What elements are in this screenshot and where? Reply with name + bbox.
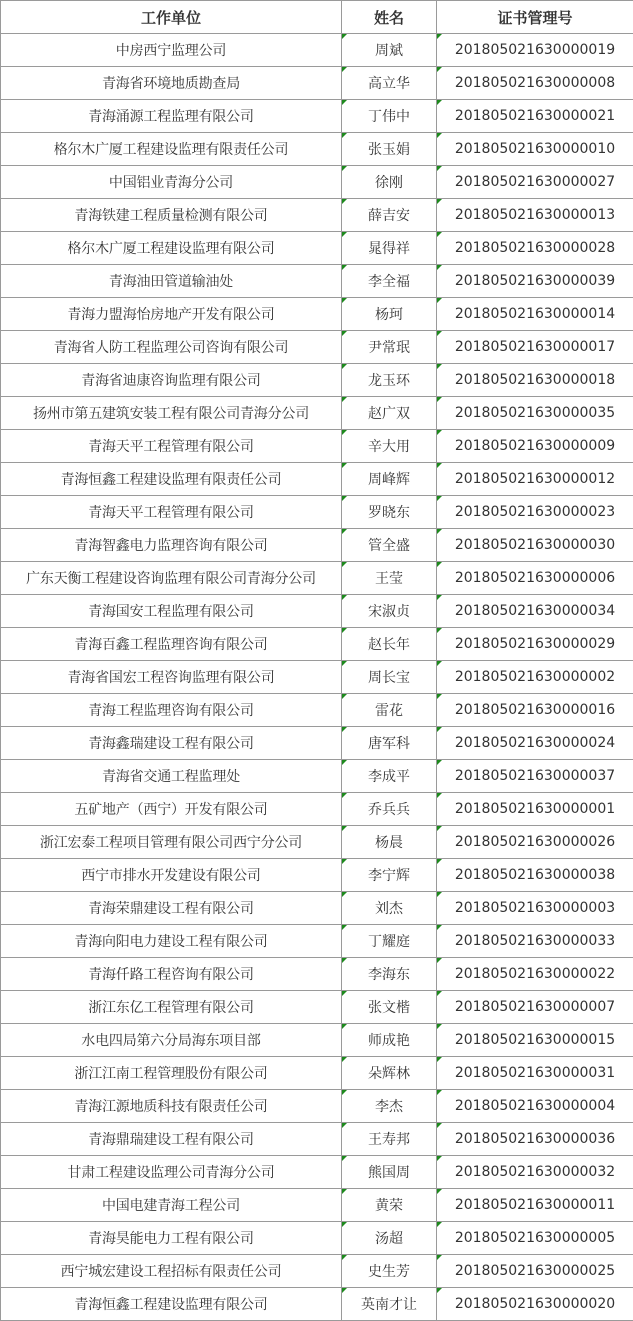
name-cell: 乔兵兵 xyxy=(342,793,437,826)
table-row xyxy=(1,1156,633,1189)
table-row xyxy=(1,1189,633,1222)
unit-cell: 青海江源地质科技有限责任公司 xyxy=(1,1090,342,1123)
cert-no-cell: 201805021630000037 xyxy=(437,760,633,793)
unit-cell: 青海涌源工程监理有限公司 xyxy=(1,100,342,133)
name-cell: 罗晓东 xyxy=(342,496,437,529)
name-cell: 高立华 xyxy=(342,67,437,100)
name-cell: 周峰辉 xyxy=(342,463,437,496)
cert-no-cell: 201805021630000022 xyxy=(437,958,633,991)
cert-no-cell: 201805021630000021 xyxy=(437,100,633,133)
unit-cell: 青海省迪康咨询监理有限公司 xyxy=(1,364,342,397)
header-row xyxy=(1,1,633,34)
name-cell: 师成艳 xyxy=(342,1024,437,1057)
table-row xyxy=(1,1024,633,1057)
name-cell: 赵广双 xyxy=(342,397,437,430)
table-body xyxy=(1,34,633,1321)
table-row xyxy=(1,100,633,133)
unit-cell: 西宁城宏建设工程招标有限责任公司 xyxy=(1,1255,342,1288)
name-cell: 雷花 xyxy=(342,694,437,727)
cert-no-cell: 201805021630000016 xyxy=(437,694,633,727)
unit-cell: 青海向阳电力建设工程有限公司 xyxy=(1,925,342,958)
unit-cell: 青海鼎瑞建设工程有限公司 xyxy=(1,1123,342,1156)
cert-no-cell: 201805021630000020 xyxy=(437,1288,633,1321)
name-cell: 宋淑贞 xyxy=(342,595,437,628)
unit-cell: 青海油田管道输油处 xyxy=(1,265,342,298)
unit-cell: 青海天平工程管理有限公司 xyxy=(1,430,342,463)
cert-no-cell: 201805021630000036 xyxy=(437,1123,633,1156)
table-row xyxy=(1,628,633,661)
cert-no-cell: 201805021630000034 xyxy=(437,595,633,628)
unit-cell: 青海国安工程监理有限公司 xyxy=(1,595,342,628)
cert-no-cell: 201805021630000002 xyxy=(437,661,633,694)
cert-no-cell: 201805021630000035 xyxy=(437,397,633,430)
name-cell: 汤超 xyxy=(342,1222,437,1255)
table-row xyxy=(1,826,633,859)
table-row xyxy=(1,595,633,628)
table-row xyxy=(1,331,633,364)
unit-cell: 青海恒鑫工程建设监理有限责任公司 xyxy=(1,463,342,496)
name-cell: 李杰 xyxy=(342,1090,437,1123)
table-row xyxy=(1,34,633,67)
name-cell: 张玉娟 xyxy=(342,133,437,166)
table-row xyxy=(1,1222,633,1255)
name-cell: 晁得祥 xyxy=(342,232,437,265)
table-row xyxy=(1,67,633,100)
table-row xyxy=(1,694,633,727)
unit-cell: 青海百鑫工程监理咨询有限公司 xyxy=(1,628,342,661)
table-row xyxy=(1,958,633,991)
name-cell: 龙玉环 xyxy=(342,364,437,397)
cert-no-cell: 201805021630000010 xyxy=(437,133,633,166)
cert-no-cell: 201805021630000011 xyxy=(437,1189,633,1222)
cert-no-cell: 201805021630000027 xyxy=(437,166,633,199)
unit-cell: 青海天平工程管理有限公司 xyxy=(1,496,342,529)
table-row xyxy=(1,529,633,562)
table-row xyxy=(1,430,633,463)
cert-no-cell: 201805021630000038 xyxy=(437,859,633,892)
unit-cell: 五矿地产（西宁）开发有限公司 xyxy=(1,793,342,826)
name-cell: 杨晨 xyxy=(342,826,437,859)
column-header-cert-no: 证书管理号 xyxy=(437,1,633,34)
cert-no-cell: 201805021630000026 xyxy=(437,826,633,859)
unit-cell: 青海工程监理咨询有限公司 xyxy=(1,694,342,727)
table-row xyxy=(1,265,633,298)
name-cell: 李宁辉 xyxy=(342,859,437,892)
cert-no-cell: 201805021630000001 xyxy=(437,793,633,826)
name-cell: 周斌 xyxy=(342,34,437,67)
table-row xyxy=(1,232,633,265)
name-cell: 李成平 xyxy=(342,760,437,793)
unit-cell: 西宁市排水开发建设有限公司 xyxy=(1,859,342,892)
table-row xyxy=(1,397,633,430)
cert-no-cell: 201805021630000012 xyxy=(437,463,633,496)
name-cell: 英南才让 xyxy=(342,1288,437,1321)
unit-cell: 青海恒鑫工程建设监理有限公司 xyxy=(1,1288,342,1321)
table-row xyxy=(1,364,633,397)
cert-no-cell: 201805021630000030 xyxy=(437,529,633,562)
name-cell: 唐军科 xyxy=(342,727,437,760)
unit-cell: 浙江江南工程管理股份有限公司 xyxy=(1,1057,342,1090)
cert-no-cell: 201805021630000009 xyxy=(437,430,633,463)
table-row xyxy=(1,793,633,826)
table-row xyxy=(1,925,633,958)
unit-cell: 青海铁建工程质量检测有限公司 xyxy=(1,199,342,232)
table-row xyxy=(1,661,633,694)
name-cell: 薛吉安 xyxy=(342,199,437,232)
name-cell: 张文楷 xyxy=(342,991,437,1024)
unit-cell: 青海力盟海怡房地产开发有限公司 xyxy=(1,298,342,331)
cert-no-cell: 201805021630000031 xyxy=(437,1057,633,1090)
name-cell: 王寿邦 xyxy=(342,1123,437,1156)
cert-no-cell: 201805021630000028 xyxy=(437,232,633,265)
table-row xyxy=(1,1057,633,1090)
unit-cell: 青海仟路工程咨询有限公司 xyxy=(1,958,342,991)
column-header-unit: 工作单位 xyxy=(1,1,342,34)
column-header-name: 姓名 xyxy=(342,1,437,34)
cert-no-cell: 201805021630000015 xyxy=(437,1024,633,1057)
table-row xyxy=(1,991,633,1024)
unit-cell: 青海鑫瑞建设工程有限公司 xyxy=(1,727,342,760)
cert-no-cell: 201805021630000025 xyxy=(437,1255,633,1288)
table-row xyxy=(1,892,633,925)
unit-cell: 水电四局第六分局海东项目部 xyxy=(1,1024,342,1057)
table-row xyxy=(1,859,633,892)
unit-cell: 中国铝业青海分公司 xyxy=(1,166,342,199)
cert-no-cell: 201805021630000023 xyxy=(437,496,633,529)
name-cell: 辛大用 xyxy=(342,430,437,463)
name-cell: 李全福 xyxy=(342,265,437,298)
table-row xyxy=(1,298,633,331)
name-cell: 赵长年 xyxy=(342,628,437,661)
cert-no-cell: 201805021630000024 xyxy=(437,727,633,760)
name-cell: 丁伟中 xyxy=(342,100,437,133)
cert-no-cell: 201805021630000013 xyxy=(437,199,633,232)
cert-no-cell: 201805021630000032 xyxy=(437,1156,633,1189)
unit-cell: 格尔木广厦工程建设监理有限责任公司 xyxy=(1,133,342,166)
cert-no-cell: 201805021630000004 xyxy=(437,1090,633,1123)
cert-no-cell: 201805021630000014 xyxy=(437,298,633,331)
unit-cell: 青海省人防工程监理公司咨询有限公司 xyxy=(1,331,342,364)
table-row xyxy=(1,1288,633,1321)
name-cell: 管全盛 xyxy=(342,529,437,562)
name-cell: 王莹 xyxy=(342,562,437,595)
table-row xyxy=(1,463,633,496)
cert-no-cell: 201805021630000029 xyxy=(437,628,633,661)
unit-cell: 浙江东亿工程管理有限公司 xyxy=(1,991,342,1024)
unit-cell: 中国电建青海工程公司 xyxy=(1,1189,342,1222)
unit-cell: 青海省环境地质勘查局 xyxy=(1,67,342,100)
unit-cell: 青海省交通工程监理处 xyxy=(1,760,342,793)
cert-no-cell: 201805021630000019 xyxy=(437,34,633,67)
cert-no-cell: 201805021630000005 xyxy=(437,1222,633,1255)
name-cell: 尹常珉 xyxy=(342,331,437,364)
name-cell: 熊国周 xyxy=(342,1156,437,1189)
table-row xyxy=(1,133,633,166)
unit-cell: 扬州市第五建筑安装工程有限公司青海分公司 xyxy=(1,397,342,430)
name-cell: 徐刚 xyxy=(342,166,437,199)
unit-cell: 青海荣鼎建设工程有限公司 xyxy=(1,892,342,925)
table-row xyxy=(1,1255,633,1288)
table-row xyxy=(1,199,633,232)
name-cell: 史生芳 xyxy=(342,1255,437,1288)
cert-no-cell: 201805021630000033 xyxy=(437,925,633,958)
cert-no-cell: 201805021630000039 xyxy=(437,265,633,298)
name-cell: 周长宝 xyxy=(342,661,437,694)
name-cell: 丁耀庭 xyxy=(342,925,437,958)
table-row xyxy=(1,760,633,793)
unit-cell: 中房西宁监理公司 xyxy=(1,34,342,67)
name-cell: 黄荣 xyxy=(342,1189,437,1222)
table-row xyxy=(1,496,633,529)
unit-cell: 浙江宏泰工程项目管理有限公司西宁分公司 xyxy=(1,826,342,859)
unit-cell: 广东天衡工程建设咨询监理有限公司青海分公司 xyxy=(1,562,342,595)
name-cell: 李海东 xyxy=(342,958,437,991)
name-cell: 刘杰 xyxy=(342,892,437,925)
unit-cell: 青海省国宏工程咨询监理有限公司 xyxy=(1,661,342,694)
cert-no-cell: 201805021630000018 xyxy=(437,364,633,397)
name-cell: 朵辉林 xyxy=(342,1057,437,1090)
cert-no-cell: 201805021630000006 xyxy=(437,562,633,595)
unit-cell: 青海昊能电力工程有限公司 xyxy=(1,1222,342,1255)
cert-no-cell: 201805021630000017 xyxy=(437,331,633,364)
table-row xyxy=(1,1123,633,1156)
unit-cell: 格尔木广厦工程建设监理有限公司 xyxy=(1,232,342,265)
unit-cell: 甘肃工程建设监理公司青海分公司 xyxy=(1,1156,342,1189)
cert-no-cell: 201805021630000007 xyxy=(437,991,633,1024)
cert-no-cell: 201805021630000008 xyxy=(437,67,633,100)
unit-cell: 青海智鑫电力监理咨询有限公司 xyxy=(1,529,342,562)
table-row xyxy=(1,727,633,760)
table-row xyxy=(1,1090,633,1123)
table-row xyxy=(1,562,633,595)
cert-no-cell: 201805021630000003 xyxy=(437,892,633,925)
table-row xyxy=(1,166,633,199)
name-cell: 杨珂 xyxy=(342,298,437,331)
